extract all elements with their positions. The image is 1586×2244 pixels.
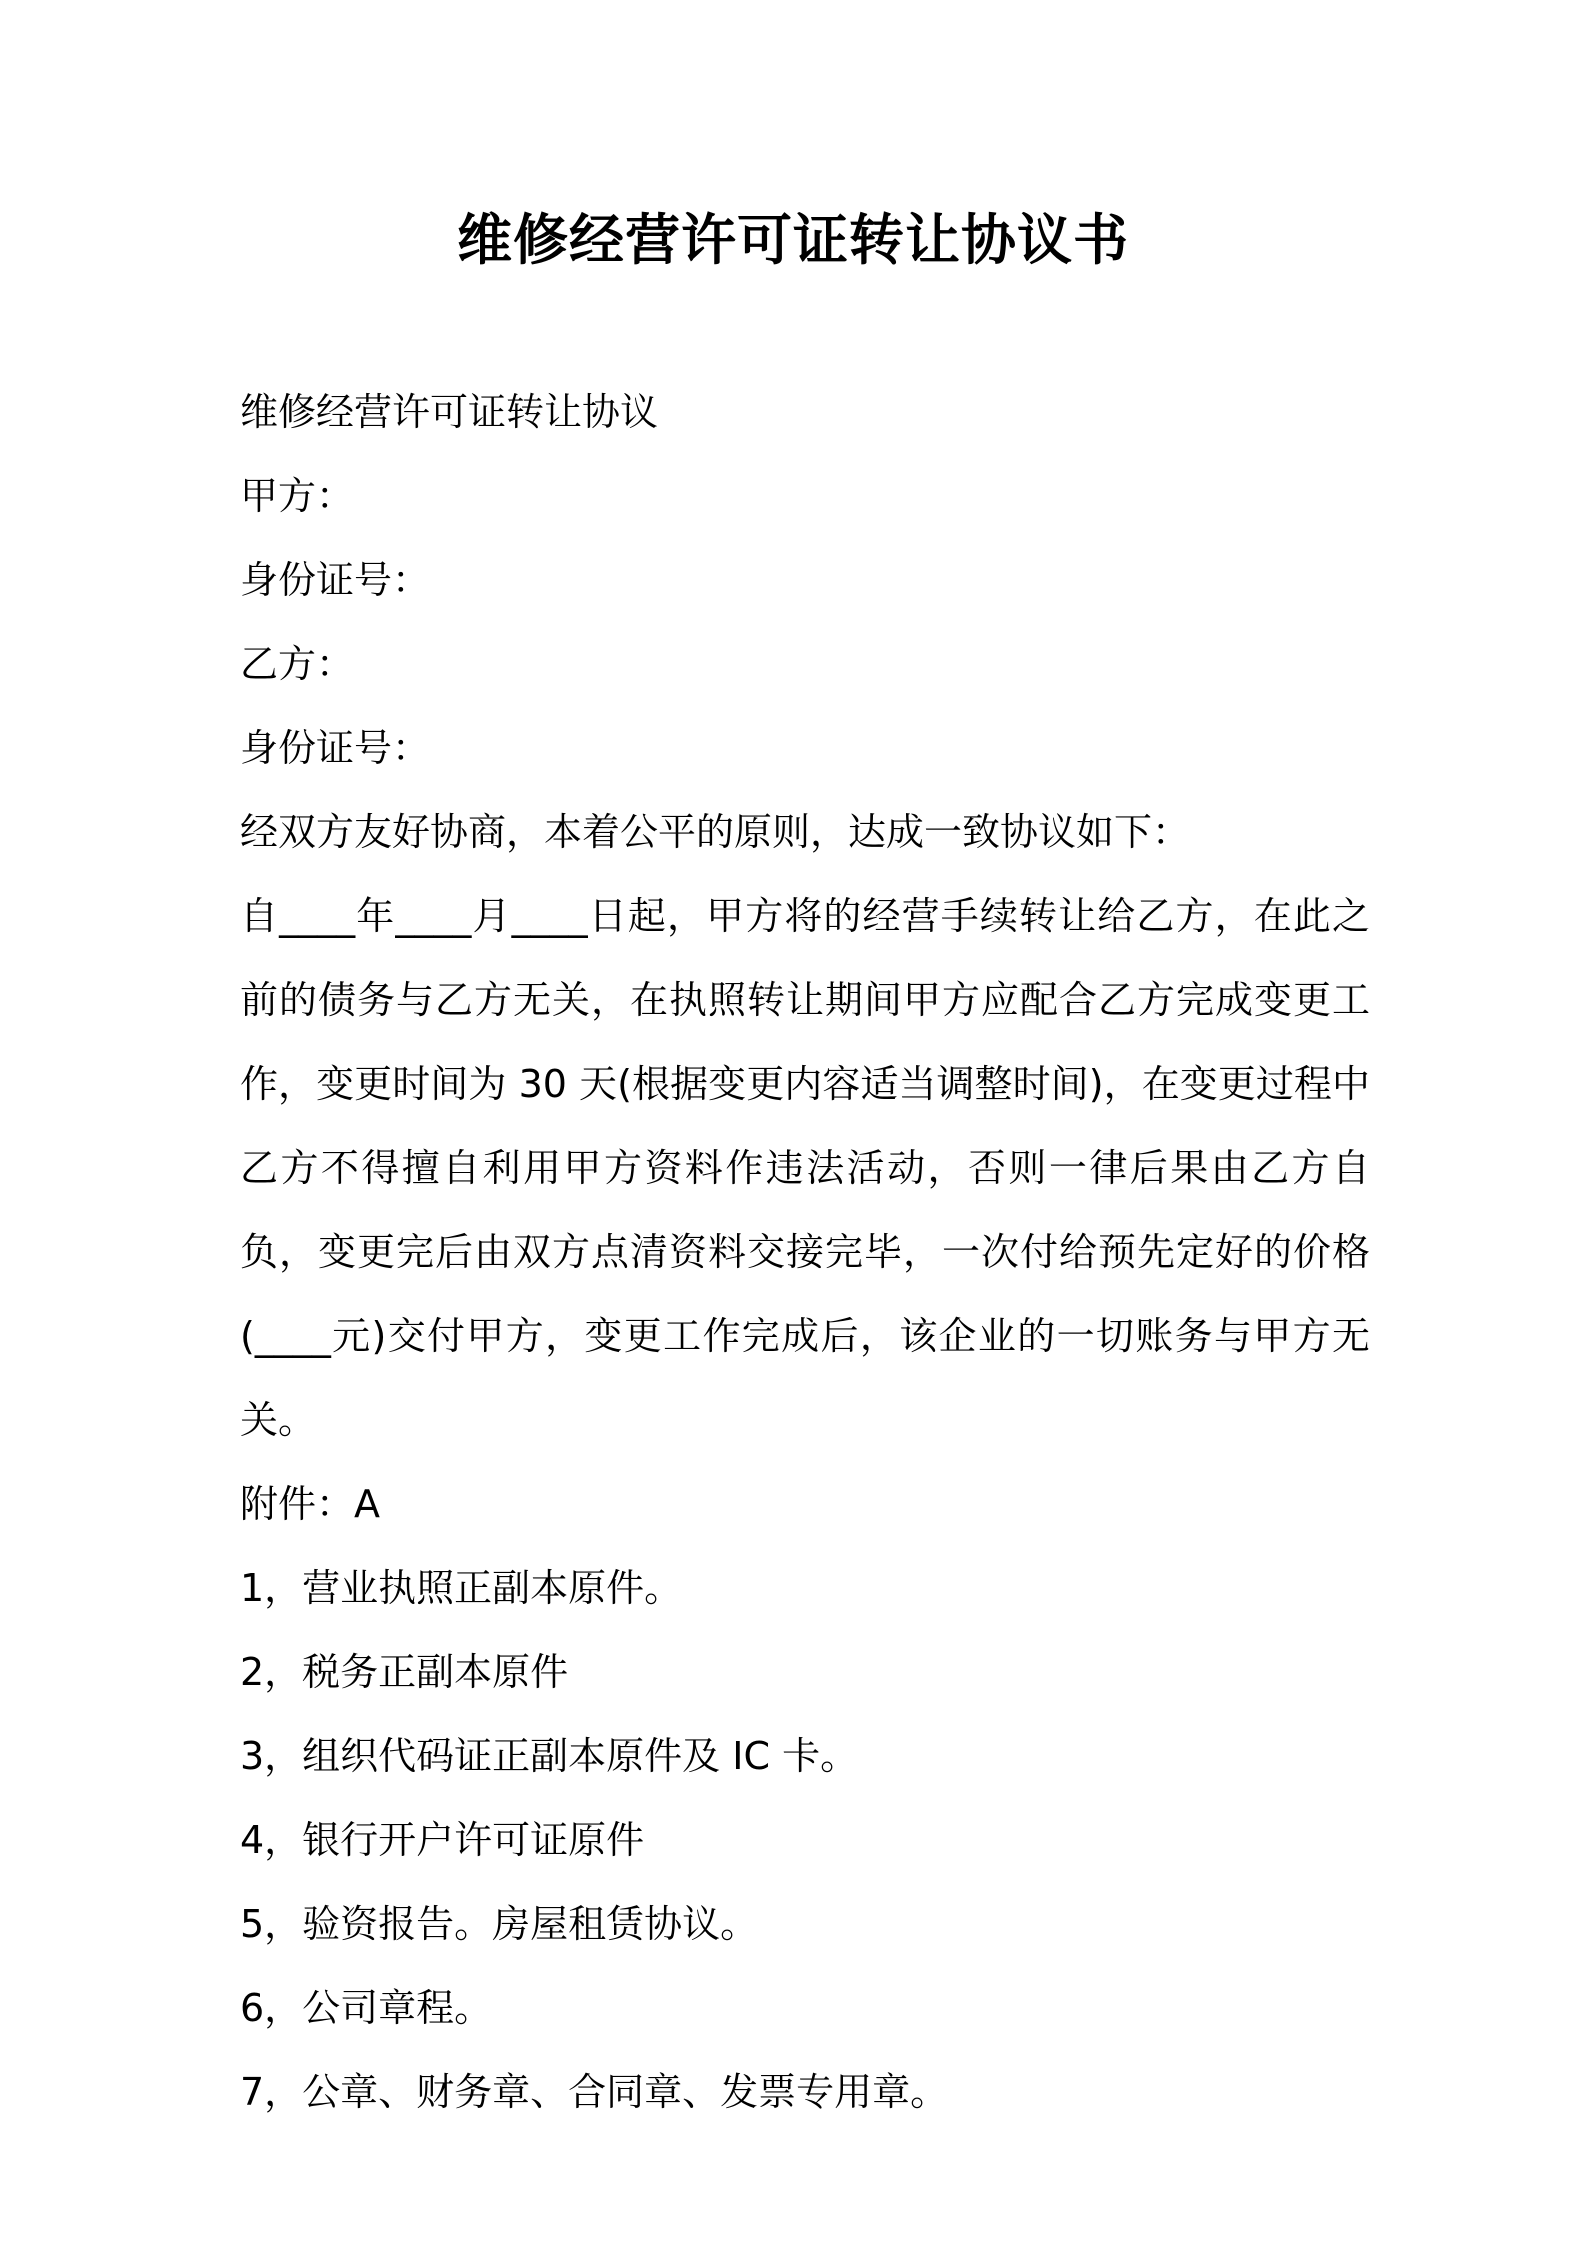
attachment-item: 6，公司章程。: [240, 1986, 493, 2030]
attachment-item: 4，银行开户许可证原件: [240, 1818, 645, 1862]
party-b-label: 乙方：: [240, 642, 355, 686]
attachment-item: 2，税务正副本原件: [240, 1650, 569, 1694]
document-body: [240, 370, 1370, 2134]
party-a-label: 甲方：: [240, 474, 355, 518]
attachment-heading: 附件：A: [240, 1482, 380, 1526]
attachment-item: 7，公章、财务章、合同章、发票专用章。: [240, 2070, 949, 2114]
attachment-item: 1，营业执照正副本原件。: [240, 1566, 683, 1610]
attachment-item: 5，验资报告。房屋租赁协议。: [240, 1902, 759, 1946]
document-title: 维修经营许可证转让协议书: [456, 208, 1129, 272]
party-a-id-label: 身份证号：: [240, 558, 431, 602]
agreement-terms-paragraph: 自____年____月____日起，甲方将的经营手续转让给乙方，在此之前的债务与乙方无关，在执照转让期间甲方应配合乙方完成变更工作，变更时间为 30 天(根据变更内容适当调整时间)，在变更过程中乙方不得擅自利用甲方资料作违法活动，否则一律后果由乙方自负，变更完后由双方点清资料交接完毕，一次付给预先定好的价格(____元)交付甲方，变更工作完成后，该企业的一切账务与甲方无关。: [240, 894, 1370, 1442]
attachment-item: 3，组织代码证正副本原件及 IC 卡。: [240, 1734, 859, 1778]
party-b-id-label: 身份证号：: [240, 726, 431, 770]
agreement-subtitle: 维修经营许可证转让协议: [240, 390, 659, 434]
agreement-intro: 经双方友好协商，本着公平的原则，达成一致协议如下：: [240, 810, 1191, 854]
